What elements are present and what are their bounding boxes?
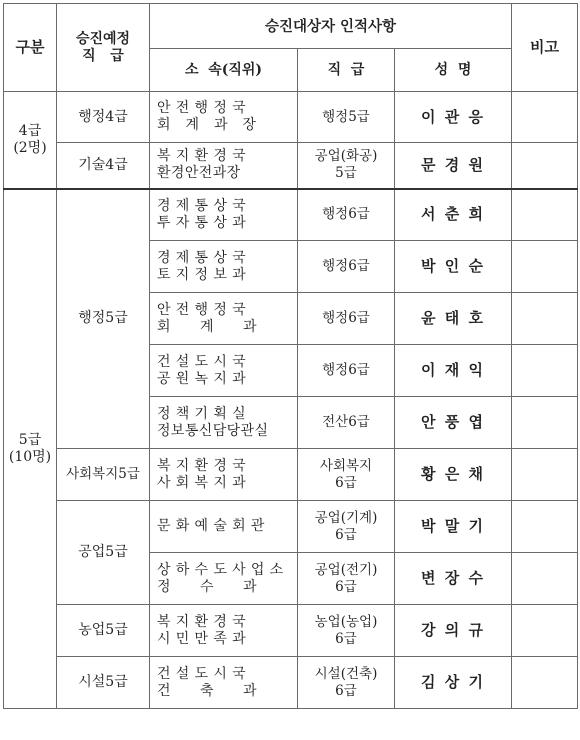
grade-line1: 공업(전기) bbox=[314, 561, 378, 578]
header-planned-grade bbox=[57, 4, 150, 92]
affiliation bbox=[150, 553, 298, 605]
grade bbox=[298, 241, 395, 293]
table-row bbox=[4, 657, 578, 709]
grade bbox=[298, 92, 395, 143]
grade-line2: 6급 bbox=[335, 474, 357, 491]
grade-line1: 행정6급 bbox=[322, 258, 370, 274]
header-note: 비고 bbox=[512, 4, 578, 92]
grade bbox=[298, 553, 395, 605]
group-cell bbox=[4, 92, 57, 189]
grade-line1: 행정5급 bbox=[322, 108, 370, 125]
note bbox=[512, 449, 578, 501]
grade-line1: 행정6급 bbox=[322, 362, 370, 378]
affiliation-line2: 투 자 통 상 과 bbox=[157, 214, 247, 231]
person-name: 김 상 기 bbox=[395, 657, 512, 709]
grade bbox=[298, 501, 395, 553]
table-row bbox=[4, 501, 578, 553]
promotion-table bbox=[3, 3, 578, 709]
affiliation bbox=[150, 143, 298, 189]
person-name: 강 의 규 bbox=[395, 605, 512, 657]
grade-line2: 6급 bbox=[335, 578, 357, 595]
grade bbox=[298, 397, 395, 449]
grade-line1: 사회복지 bbox=[319, 457, 373, 474]
affiliation-line2: 공 원 녹 지 과 bbox=[157, 370, 247, 387]
affiliation-line2: 건 축 과 bbox=[157, 682, 257, 699]
affiliation bbox=[150, 241, 298, 293]
note bbox=[512, 92, 578, 143]
note bbox=[512, 501, 578, 553]
affiliation-line2: 정보통신담당관실 bbox=[157, 422, 269, 439]
affiliation-line2: 회 계 과 장 bbox=[157, 117, 257, 133]
note bbox=[512, 293, 578, 345]
affiliation-line2: 시 민 만 족 과 bbox=[157, 630, 247, 647]
person-name: 황 은 채 bbox=[395, 449, 512, 501]
affiliation bbox=[150, 449, 298, 501]
person-name: 서 춘 희 bbox=[395, 189, 512, 241]
note bbox=[512, 241, 578, 293]
table-row bbox=[4, 92, 578, 143]
grade bbox=[298, 449, 395, 501]
affiliation-line1: 복 지 환 경 국 bbox=[157, 613, 247, 630]
grade-line2: 6급 bbox=[335, 526, 357, 543]
grade-line1: 행정6급 bbox=[322, 310, 370, 326]
grade-line1: 공업(화공) bbox=[314, 148, 378, 165]
grade-line1: 공업(기계) bbox=[314, 509, 378, 526]
affiliation-line1: 복 지 환 경 국 bbox=[157, 148, 247, 165]
note bbox=[512, 143, 578, 189]
affiliation-line1: 상 하 수 도 사 업 소 bbox=[157, 561, 284, 578]
note bbox=[512, 345, 578, 397]
grade bbox=[298, 605, 395, 657]
person-name: 윤 태 호 bbox=[395, 293, 512, 345]
group-label: 4급 bbox=[18, 122, 42, 139]
grade-line1: 행정6급 bbox=[322, 206, 370, 223]
header-planned-grade-line1: 승진예정 bbox=[75, 30, 131, 47]
affiliation bbox=[150, 189, 298, 241]
affiliation-line1: 건 설 도 시 국 bbox=[157, 665, 247, 682]
affiliation bbox=[150, 92, 298, 143]
planned-grade: 행정4급 bbox=[57, 92, 150, 143]
group-count: (2명) bbox=[13, 139, 47, 156]
table-row bbox=[4, 605, 578, 657]
affiliation-line1: 경 제 통 상 국 bbox=[157, 197, 247, 214]
affiliation-line2: 토 지 정 보 과 bbox=[157, 266, 247, 283]
note bbox=[512, 397, 578, 449]
planned-grade: 시설5급 bbox=[57, 657, 150, 709]
grade-line1: 시설(건축) bbox=[314, 665, 378, 682]
affiliation bbox=[150, 397, 298, 449]
grade-line2: 6급 bbox=[335, 682, 357, 699]
affiliation-line1: 복 지 환 경 국 bbox=[157, 457, 247, 474]
planned-grade: 행정5급 bbox=[57, 189, 150, 449]
affiliation-line2: 정 수 과 bbox=[157, 578, 257, 595]
header-planned-grade-line2: 직 급 bbox=[82, 47, 124, 64]
group-cell bbox=[4, 189, 57, 709]
grade bbox=[298, 189, 395, 241]
affiliation-line1: 경 제 통 상 국 bbox=[157, 249, 247, 266]
affiliation-line1: 정 책 기 획 실 bbox=[157, 405, 247, 422]
person-name: 이 관 응 bbox=[395, 92, 512, 143]
affiliation bbox=[150, 657, 298, 709]
affiliation-line1: 안 전 행 정 국 bbox=[157, 100, 247, 116]
affiliation-line1: 안 전 행 정 국 bbox=[157, 301, 247, 318]
affiliation bbox=[150, 605, 298, 657]
grade bbox=[298, 657, 395, 709]
grade bbox=[298, 345, 395, 397]
affiliation bbox=[150, 345, 298, 397]
grade bbox=[298, 143, 395, 189]
affiliation-line2: 환경안전과장 bbox=[157, 165, 241, 182]
person-name: 이 재 익 bbox=[395, 345, 512, 397]
planned-grade: 공업5급 bbox=[57, 501, 150, 605]
note bbox=[512, 553, 578, 605]
person-name: 박 말 기 bbox=[395, 501, 512, 553]
person-name: 박 인 순 bbox=[395, 241, 512, 293]
grade-line2: 6급 bbox=[335, 630, 357, 647]
header-affiliation: 소 속(직위) bbox=[150, 49, 298, 92]
header-candidate-info: 승진대상자 인적사항 bbox=[150, 4, 512, 49]
grade-line2: 5급 bbox=[335, 165, 357, 182]
header-category: 구분 bbox=[4, 4, 57, 92]
grade-line1: 농업(농업) bbox=[314, 613, 378, 630]
note bbox=[512, 189, 578, 241]
person-name: 문 경 원 bbox=[395, 143, 512, 189]
affiliation-line2: 사 회 복 지 과 bbox=[157, 474, 247, 491]
planned-grade: 사회복지5급 bbox=[57, 449, 150, 501]
planned-grade: 기술4급 bbox=[57, 143, 150, 189]
affiliation-line1: 문 화 예 술 회 관 bbox=[157, 518, 265, 534]
group-count: (10명) bbox=[8, 448, 52, 465]
affiliation bbox=[150, 501, 298, 553]
affiliation-line1: 건 설 도 시 국 bbox=[157, 353, 247, 370]
grade bbox=[298, 293, 395, 345]
header-grade: 직 급 bbox=[298, 49, 395, 92]
planned-grade: 농업5급 bbox=[57, 605, 150, 657]
affiliation-line2: 회 계 과 bbox=[157, 318, 257, 335]
table-row bbox=[4, 449, 578, 501]
note bbox=[512, 605, 578, 657]
person-name: 변 장 수 bbox=[395, 553, 512, 605]
table-row bbox=[4, 143, 578, 189]
grade-line1: 전산6급 bbox=[322, 414, 370, 430]
group-label: 5급 bbox=[18, 431, 42, 448]
table-row bbox=[4, 189, 578, 241]
affiliation bbox=[150, 293, 298, 345]
note bbox=[512, 657, 578, 709]
person-name: 안 풍 엽 bbox=[395, 397, 512, 449]
header-name: 성 명 bbox=[395, 49, 512, 92]
